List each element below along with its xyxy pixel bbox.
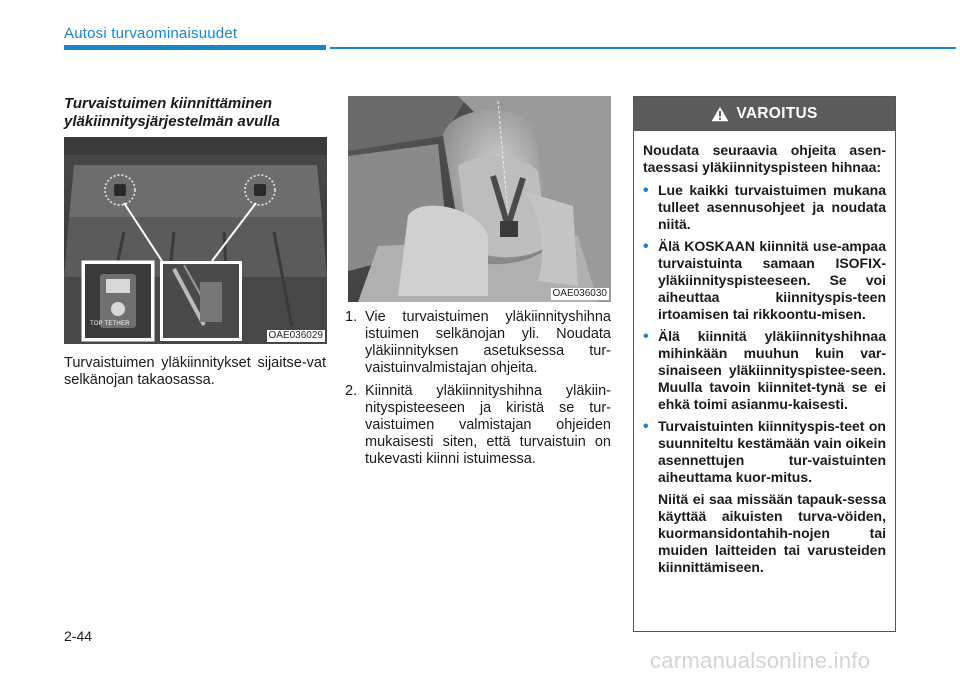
figure-trunk-anchors — [64, 137, 327, 344]
warning-item-text: Turvaistuinten kiinnityspis-teet on suunniteltu kestämään vain oikein asennettujen tur-vaistuinten aiheuttama kuor-mitus. — [658, 418, 886, 485]
step-item — [345, 309, 611, 377]
subtitle: Turvaistuimen kiinnittäminen yläkiinnitysjärjestelmän avulla — [64, 95, 280, 130]
section-title: Autosi turvaominaisuudet — [64, 25, 238, 42]
warning-item — [643, 238, 886, 323]
warning-body — [634, 131, 895, 576]
warning-triangle-icon — [711, 106, 729, 122]
bullet-icon: • — [643, 328, 649, 345]
warning-item-text: Lue kaikki turvaistuimen mukana tulleet asennusohjeet ja noudata niitä. — [658, 182, 886, 232]
warning-header — [634, 97, 895, 131]
step-number: 1. — [345, 309, 358, 325]
trunk-illustration — [64, 137, 327, 344]
figure-code: OAE036029 — [268, 330, 323, 341]
bullet-icon: • — [643, 182, 649, 199]
figure-code: OAE036030 — [552, 288, 607, 299]
bullet-icon: • — [643, 418, 649, 435]
step-number: 2. — [345, 383, 358, 399]
warning-item — [643, 418, 886, 486]
child-seat-illustration — [348, 96, 611, 302]
warning-intro: Noudata seuraavia ohjeita asen-taessasi yläkiinnityspisteen hihnaa: — [643, 142, 886, 175]
header-rule-thick — [64, 45, 326, 50]
step-item — [345, 383, 611, 468]
step-text: Kiinnitä yläkiinnityshihna yläkiin-nityspisteeseen ja kiristä se tur-vaistuimen valmistajan ohjeiden mukaisesti siten, että turvaistuin on tukevasti kiinni istuimessa. — [365, 383, 611, 467]
step-text: Vie turvaistuimen yläkiinnityshihna istuimen selkänojan yli. Noudata yläkiinnityksen asetuksessa tur-vaistuinvalmistajan ohjeita. — [365, 309, 611, 376]
warning-item-text: Älä kiinnitä yläkiinnityshihnaa mihinkään muuhun kuin var-sinaiseen yläkiinnityspistee-seen. Muulla tavoin kiinnitet-tynä se ei ehkä toimi asianmu-kaisesti. — [658, 328, 886, 412]
header-rule-thin — [330, 47, 956, 49]
warning-note: Niitä ei saa missään tapauk-sessa käyttää aikuisten turva-vöiden, kuormansidontahih-nojen tai muiden laitteiden tai varusteiden kiinnittämiseen. — [658, 491, 886, 575]
warning-item — [643, 182, 886, 233]
watermark: carmanualsonline.info — [650, 648, 871, 673]
bullet-icon: • — [643, 238, 649, 255]
top-tether-label: TOP TETHER — [90, 321, 130, 327]
left-paragraph: Turvaistuimen yläkiinnitykset sijaitse-vat selkänojan takaosassa. — [64, 355, 326, 388]
warning-item-text: Älä KOSKAAN kiinnitä use-ampaa turvaistuinta samaan ISOFIX-yläkiinnityspisteeseen. Se voi aiheuttaa kiinnityspis-teen irtoamisen tai rikkoontu-misen. — [658, 238, 886, 322]
figure-child-seat — [348, 96, 611, 302]
warning-title: VAROITUS — [736, 105, 818, 122]
page-number: 2-44 — [64, 628, 93, 644]
warning-item — [643, 328, 886, 413]
warning-box — [633, 96, 896, 632]
steps-list — [345, 309, 611, 474]
